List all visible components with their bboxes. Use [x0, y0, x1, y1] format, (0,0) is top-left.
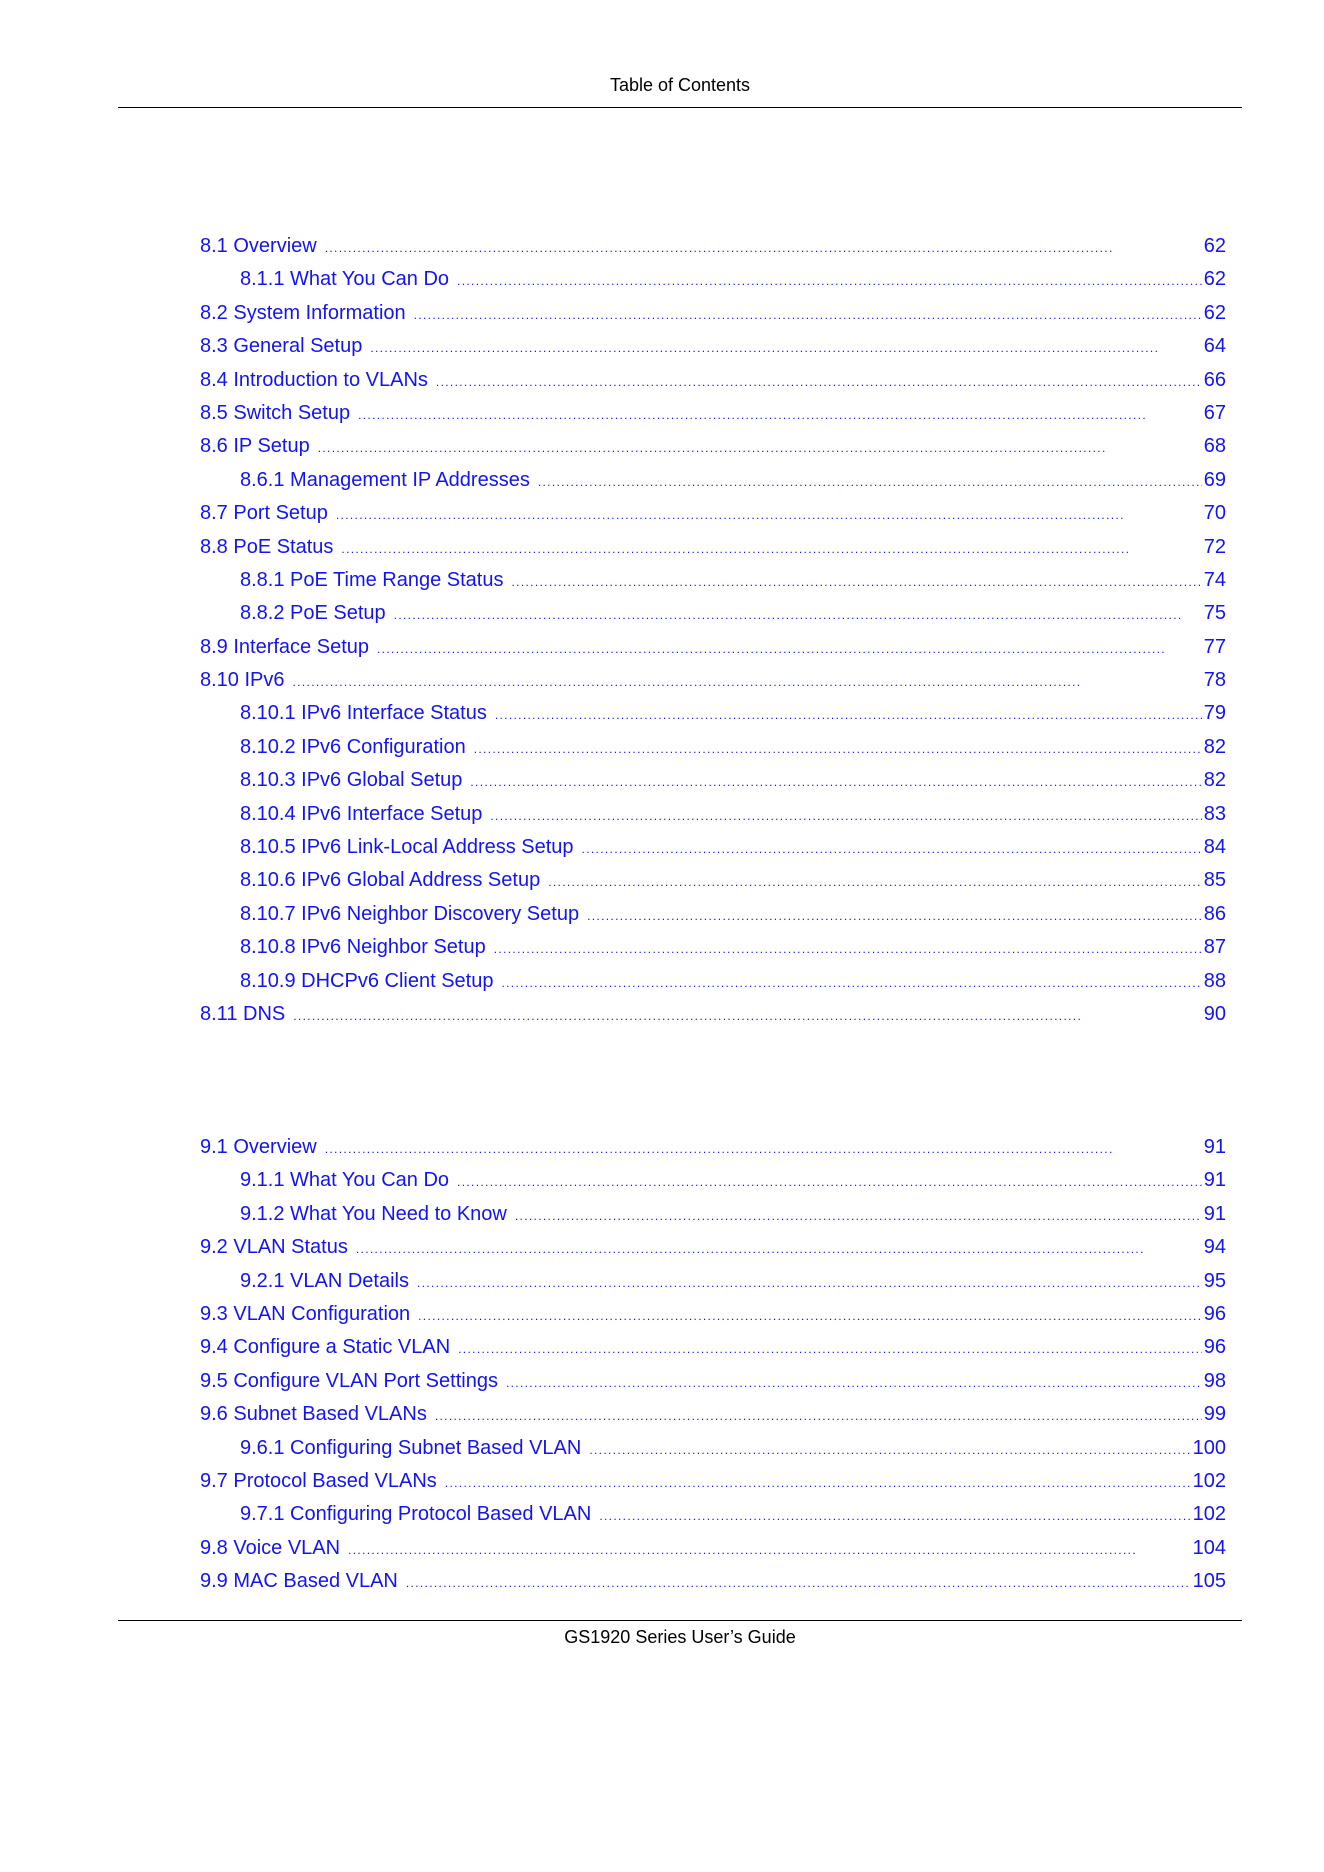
- toc-entry-link[interactable]: [200, 1470, 1226, 1503]
- toc-entry-link[interactable]: [200, 1570, 1226, 1603]
- toc-section-chapter-8: [200, 235, 1226, 1036]
- toc-dot-leader: [325, 1136, 1202, 1158]
- toc-entry-link[interactable]: [200, 869, 1226, 902]
- toc-entry-link[interactable]: [200, 1136, 1226, 1169]
- toc-dot-leader: [417, 1270, 1202, 1292]
- toc-dot-leader: [474, 736, 1202, 758]
- toc-dot-leader: [548, 869, 1202, 891]
- toc-dot-leader: [501, 970, 1201, 992]
- toc-entry-label: 9.2 VLAN Status: [200, 1236, 348, 1259]
- toc-entry-label: 9.1 Overview: [200, 1136, 317, 1158]
- toc-entry-label: 8.10.4 IPv6 Interface Setup: [240, 802, 483, 825]
- toc-entry-link[interactable]: [200, 402, 1226, 435]
- toc-entry-link[interactable]: [200, 803, 1226, 836]
- toc-dot-leader: [356, 1236, 1202, 1258]
- toc-dot-leader: [457, 1169, 1202, 1191]
- toc-dot-leader: [318, 435, 1202, 457]
- toc-dot-leader: [587, 903, 1202, 925]
- toc-entry-page-number: 102: [1192, 1469, 1226, 1492]
- toc-dot-leader: [377, 636, 1202, 658]
- toc-entry-label: 9.2.1 VLAN Details: [240, 1269, 409, 1292]
- toc-entry-page-number: 62: [1203, 301, 1226, 324]
- toc-dot-leader: [394, 602, 1202, 624]
- toc-entry-link[interactable]: [200, 1437, 1226, 1470]
- toc-dot-leader: [293, 1003, 1202, 1025]
- toc-entry-link[interactable]: [200, 569, 1226, 602]
- toc-entry-label: 8.6.1 Management IP Addresses: [240, 468, 530, 491]
- toc-entry-link[interactable]: [200, 1503, 1226, 1536]
- toc-entry-page-number: 78: [1203, 669, 1226, 692]
- toc-entry-label: 8.7 Port Setup: [200, 502, 328, 525]
- toc-entry-link[interactable]: [200, 903, 1226, 936]
- toc-entry-page-number: 95: [1203, 1269, 1226, 1292]
- toc-entry-page-number: 70: [1203, 502, 1226, 525]
- toc-entry-label: 8.9 Interface Setup: [200, 635, 370, 658]
- toc-entry-page-number: 82: [1203, 735, 1226, 758]
- toc-entry-label: 9.6 Subnet Based VLANs: [200, 1403, 427, 1426]
- toc-entry-page-number: 105: [1192, 1570, 1226, 1593]
- toc-dot-leader: [458, 1336, 1202, 1358]
- toc-entry-link[interactable]: [200, 736, 1226, 769]
- toc-entry-page-number: 66: [1203, 368, 1226, 391]
- toc-dot-leader: [582, 836, 1202, 858]
- toc-entry-page-number: 86: [1203, 902, 1226, 925]
- toc-entry-link[interactable]: [200, 1370, 1226, 1403]
- toc-entry-page-number: 62: [1203, 268, 1226, 291]
- toc-dot-leader: [445, 1470, 1191, 1492]
- toc-entry-page-number: 94: [1203, 1236, 1226, 1259]
- toc-entry-page-number: 79: [1203, 702, 1226, 725]
- toc-entry-label: 8.4 Introduction to VLANs: [200, 368, 428, 391]
- toc-entry-label: 9.1.2 What You Need to Know: [240, 1202, 507, 1225]
- toc-entry-label: 8.10.6 IPv6 Global Address Setup: [240, 869, 541, 892]
- toc-dot-leader: [457, 268, 1202, 290]
- toc-entry-page-number: 68: [1203, 435, 1226, 458]
- toc-entry-label: 8.10.9 DHCPv6 Client Setup: [240, 969, 494, 992]
- toc-dot-leader: [336, 502, 1202, 524]
- toc-entry-link[interactable]: [200, 602, 1226, 635]
- toc-entry-link[interactable]: [200, 936, 1226, 969]
- toc-entry-link[interactable]: [200, 1236, 1226, 1269]
- toc-entry-link[interactable]: [200, 1336, 1226, 1369]
- toc-entry-label: 9.3 VLAN Configuration: [200, 1302, 411, 1325]
- toc-entry-label: 9.7 Protocol Based VLANs: [200, 1469, 437, 1492]
- toc-entry-link[interactable]: [200, 302, 1226, 335]
- toc-entry-page-number: 85: [1203, 869, 1226, 892]
- toc-entry-label: 9.5 Configure VLAN Port Settings: [200, 1369, 498, 1392]
- toc-dot-leader: [494, 936, 1202, 958]
- toc-entry-link[interactable]: [200, 669, 1226, 702]
- toc-entry-label: 8.10.1 IPv6 Interface Status: [240, 702, 487, 725]
- toc-entry-link[interactable]: [200, 836, 1226, 869]
- toc-dot-leader: [515, 1203, 1202, 1225]
- toc-dot-leader: [506, 1370, 1202, 1392]
- toc-entry-page-number: 72: [1203, 535, 1226, 558]
- page-header-title: Table of Contents: [609, 75, 751, 95]
- toc-entry-page-number: 96: [1203, 1302, 1226, 1325]
- toc-dot-leader: [418, 1303, 1202, 1325]
- toc-entry-page-number: 83: [1203, 802, 1226, 825]
- toc-entry-label: 8.10.5 IPv6 Link-Local Address Setup: [240, 836, 574, 859]
- toc-entry-label: 8.5 Switch Setup: [200, 401, 351, 424]
- toc-entry-link[interactable]: [200, 1303, 1226, 1336]
- toc-entry-page-number: 75: [1203, 602, 1226, 625]
- toc-entry-link[interactable]: [200, 268, 1226, 301]
- toc-entry-link[interactable]: [200, 536, 1226, 569]
- toc-dot-leader: [436, 369, 1202, 391]
- toc-entry-page-number: 96: [1203, 1336, 1226, 1359]
- toc-entry-label: 8.1.1 What You Can Do: [240, 268, 450, 291]
- toc-dot-leader: [490, 803, 1201, 825]
- toc-section-chapter-9: [200, 1136, 1226, 1603]
- toc-entry-label: 8.2 System Information: [200, 301, 406, 324]
- toc-dot-leader: [370, 335, 1201, 357]
- toc-entry-link[interactable]: [200, 1203, 1226, 1236]
- page-footer-title: GS1920 Series User’s Guide: [564, 1627, 796, 1647]
- toc-entry-label: 8.10 IPv6: [200, 669, 285, 692]
- toc-entry-page-number: 91: [1203, 1169, 1226, 1192]
- toc-dot-leader: [406, 1570, 1191, 1592]
- toc-entry-page-number: 104: [1192, 1536, 1226, 1559]
- toc-entry-label: 8.1 Overview: [200, 235, 317, 257]
- toc-entry-page-number: 64: [1203, 335, 1226, 358]
- toc-entry-link[interactable]: [200, 1537, 1226, 1570]
- toc-entry-label: 9.1.1 What You Can Do: [240, 1169, 450, 1192]
- toc-entry-link[interactable]: [200, 769, 1226, 802]
- toc-entry-link[interactable]: [200, 1003, 1226, 1036]
- toc-dot-leader: [348, 1537, 1191, 1559]
- toc-dot-leader: [293, 669, 1202, 691]
- toc-entry-page-number: 62: [1203, 235, 1226, 257]
- toc-dot-leader: [599, 1503, 1190, 1525]
- toc-entry-page-number: 87: [1203, 936, 1226, 959]
- toc-dot-leader: [512, 569, 1202, 591]
- toc-entry-page-number: 88: [1203, 969, 1226, 992]
- toc-entry-page-number: 99: [1203, 1403, 1226, 1426]
- toc-entry-label: 9.8 Voice VLAN: [200, 1536, 341, 1559]
- toc-entry-link[interactable]: [200, 335, 1226, 368]
- toc-entry-label: 8.10.3 IPv6 Global Setup: [240, 769, 463, 792]
- toc-entry-page-number: 69: [1203, 468, 1226, 491]
- page-footer: [118, 1620, 1242, 1648]
- toc-entry-page-number: 91: [1203, 1202, 1226, 1225]
- toc-entry-page-number: 84: [1203, 836, 1226, 859]
- toc-dot-leader: [435, 1403, 1202, 1425]
- toc-entry-page-number: 91: [1203, 1136, 1226, 1158]
- toc-entry-link[interactable]: [200, 970, 1226, 1003]
- toc-dot-leader: [325, 235, 1202, 257]
- toc-dot-leader: [341, 536, 1201, 558]
- toc-entry-label: 8.10.7 IPv6 Neighbor Discovery Setup: [240, 902, 580, 925]
- toc-entry-label: 9.9 MAC Based VLAN: [200, 1570, 398, 1593]
- toc-dot-leader: [538, 469, 1202, 491]
- toc-entry-page-number: 102: [1192, 1503, 1226, 1526]
- toc-dot-leader: [495, 702, 1202, 724]
- toc-entry-page-number: 100: [1192, 1436, 1226, 1459]
- toc-dot-leader: [358, 402, 1202, 424]
- toc-entry-label: 8.10.2 IPv6 Configuration: [240, 735, 466, 758]
- toc-entry-label: 8.8.2 PoE Setup: [240, 602, 386, 625]
- toc-entry-page-number: 90: [1203, 1002, 1226, 1025]
- toc-entry-label: 9.6.1 Configuring Subnet Based VLAN: [240, 1436, 582, 1459]
- toc-entry-link[interactable]: [200, 1169, 1226, 1202]
- toc-entry-link[interactable]: [200, 435, 1226, 468]
- toc-entry-link[interactable]: [200, 469, 1226, 502]
- toc-entry-page-number: 98: [1203, 1369, 1226, 1392]
- toc-dot-leader: [470, 769, 1201, 791]
- toc-entry-label: 8.11 DNS: [200, 1002, 286, 1025]
- toc-entry-label: 8.6 IP Setup: [200, 435, 310, 458]
- toc-entry-page-number: 74: [1203, 568, 1226, 591]
- toc-entry-label: 8.10.8 IPv6 Neighbor Setup: [240, 936, 486, 959]
- toc-entry-page-number: 77: [1203, 635, 1226, 658]
- toc-entry-label: 8.8.1 PoE Time Range Status: [240, 568, 504, 591]
- page-header: [118, 74, 1242, 108]
- toc-entry-link[interactable]: [200, 369, 1226, 402]
- toc-entry-link[interactable]: [200, 702, 1226, 735]
- toc-entry-link[interactable]: [200, 636, 1226, 669]
- toc-dot-leader: [414, 302, 1202, 324]
- toc-entry-label: 9.4 Configure a Static VLAN: [200, 1336, 451, 1359]
- toc-entry-label: 9.7.1 Configuring Protocol Based VLAN: [240, 1503, 592, 1526]
- toc-entry-label: 8.8 PoE Status: [200, 535, 334, 558]
- toc-entry-link[interactable]: [200, 502, 1226, 535]
- toc-entry-link[interactable]: [200, 1403, 1226, 1436]
- toc-entry-label: 8.3 General Setup: [200, 335, 363, 358]
- toc-entry-page-number: 82: [1203, 769, 1226, 792]
- toc-dot-leader: [589, 1437, 1190, 1459]
- toc-entry-link[interactable]: [200, 235, 1226, 268]
- toc-entry-link[interactable]: [200, 1270, 1226, 1303]
- toc-entry-page-number: 67: [1203, 401, 1226, 424]
